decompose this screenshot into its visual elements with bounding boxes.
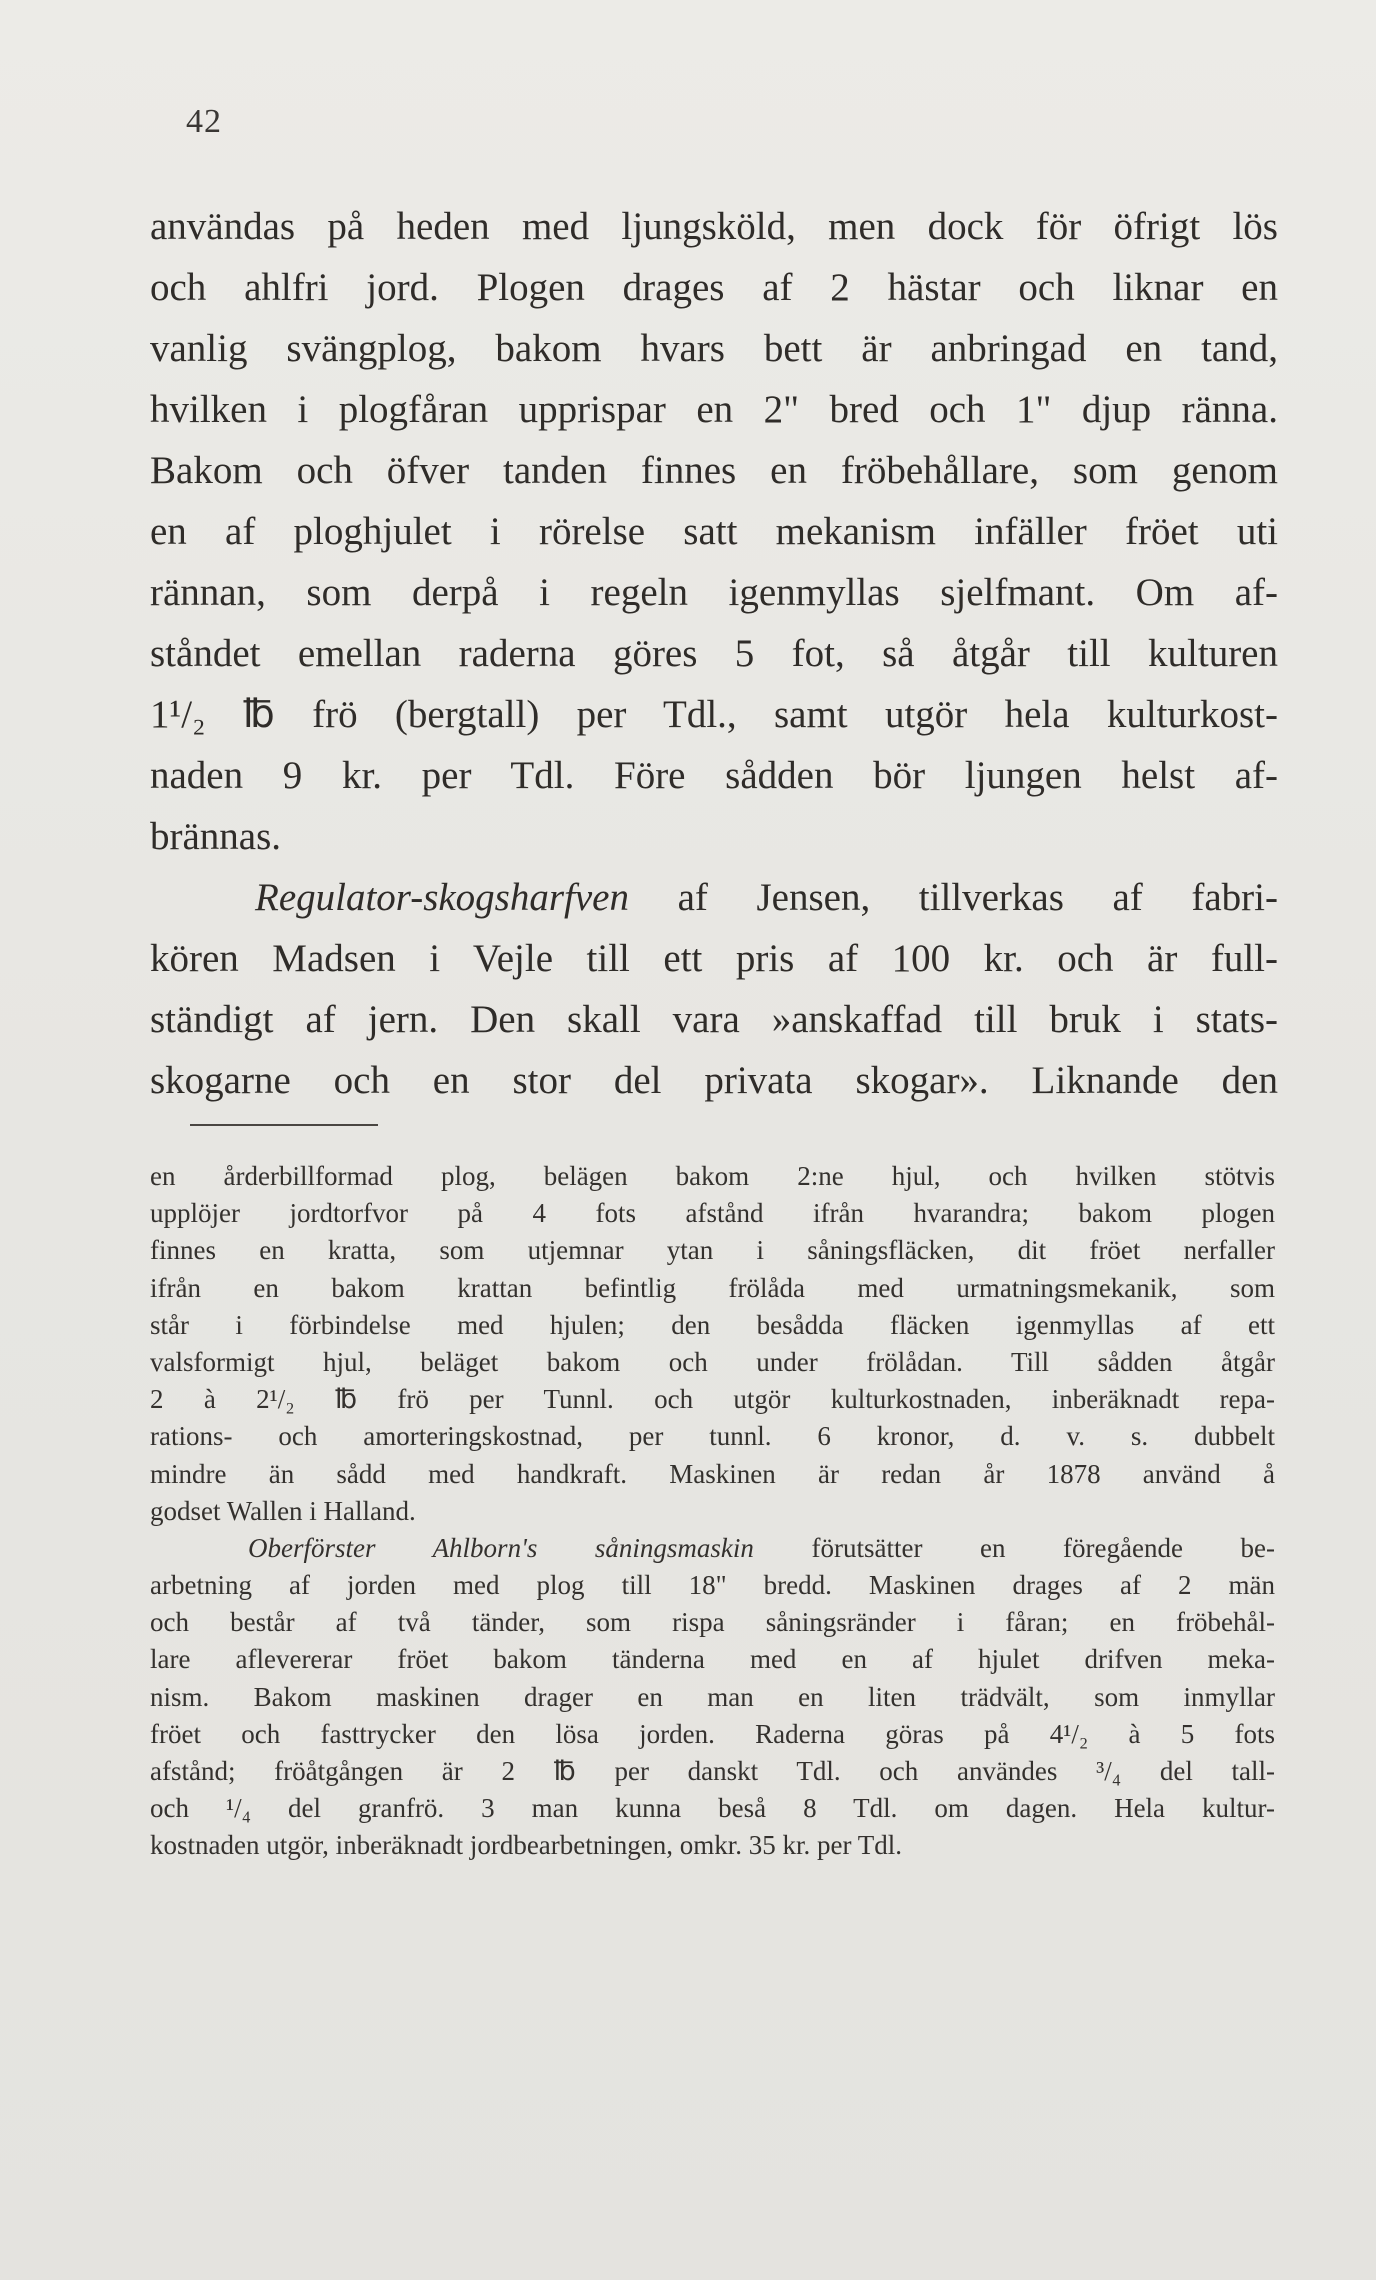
main-line-rest: af Jensen, tillverkas af fabri- [629, 876, 1278, 919]
main-line: rännan, som derpå i regeln igenmyllas sjelfmant. Om af- [150, 571, 1278, 614]
regulator-title: Regulator-skogsharfven [255, 876, 629, 919]
footnote-line: finnes en kratta, som utjemnar ytan i såningsfläcken, dit fröet nerfaller [150, 1235, 1275, 1266]
footnote-line: upplöjer jordtorfvor på 4 fots afstånd ifrån hvarandra; bakom plogen [150, 1198, 1275, 1229]
main-line: 1¹/₂ ℔ frö (bergtall) per Tdl., samt utgör hela kulturkost- [150, 693, 1278, 736]
main-paragraph-2-first-line [150, 867, 1278, 928]
footnote-line: godset Wallen i Halland. [150, 1495, 416, 1526]
main-line: ständigt af jern. Den skall vara »anskaffad till bruk i stats- [150, 998, 1278, 1041]
main-line: ståndet emellan raderna göres 5 fot, så åtgår till kulturen [150, 632, 1278, 675]
main-line: och ahlfri jord. Plogen drages af 2 hästar och liknar en [150, 266, 1278, 309]
main-text-block [150, 196, 1278, 1111]
footnote-line: fröet och fasttrycker den lösa jorden. Raderna göras på 4¹/₂ à 5 fots [150, 1718, 1275, 1749]
footnote-line: valsformigt hjul, beläget bakom och under frölådan. Till sådden åtgår [150, 1346, 1275, 1377]
main-line: brännas. [150, 815, 282, 858]
ahlborn-title: Oberförster Ahlborn's såningsmaskin [248, 1532, 754, 1563]
footnote-line-rest: förutsätter en föregående be- [753, 1532, 1275, 1563]
footnote-paragraph-2-first-line [150, 1530, 1275, 1567]
footnote-divider [190, 1124, 378, 1126]
main-line: användas på heden med ljungsköld, men dock för öfrigt lös [150, 205, 1278, 248]
footnote-line: lare aflevererar fröet bakom tänderna med en af hjulet drifven meka- [150, 1644, 1275, 1675]
main-line: kören Madsen i Vejle till ett pris af 100 kr. och är full- [150, 937, 1278, 980]
footnote-line: afstånd; fröåtgången är 2 ℔ per danskt Tdl. och användes ³/₄ del tall- [150, 1756, 1275, 1786]
footnote-line: ifrån en bakom krattan befintlig frölåda med urmatningsmekanik, som [150, 1272, 1275, 1303]
main-line: Bakom och öfver tanden finnes en fröbehållare, som genom [150, 449, 1278, 492]
footnote-line: rations- och amorteringskostnad, per tunnl. 6 kronor, d. v. s. dubbelt [150, 1421, 1275, 1452]
footnote-line: 2 à 2¹/₂ ℔ frö per Tunnl. och utgör kulturkostnaden, inberäknadt repa- [150, 1384, 1275, 1415]
main-line: naden 9 kr. per Tdl. Före sådden bör ljungen helst af- [150, 754, 1278, 797]
main-line: skogarne och en stor del privata skogar». Liknande den [150, 1059, 1278, 1102]
footnote-line: kostnaden utgör, inberäknadt jordbearbetningen, omkr. 35 kr. per Tdl. [150, 1830, 902, 1861]
footnote-line: en årderbillformad plog, belägen bakom 2:ne hjul, och hvilken stötvis [150, 1161, 1275, 1191]
main-line: vanlig svängplog, bakom hvars bett är anbringad en tand, [150, 327, 1278, 370]
footnote-line: och ¹/₄ del granfrö. 3 man kunna beså 8 Tdl. om dagen. Hela kultur- [150, 1793, 1275, 1824]
footnote-line: nism. Bakom maskinen drager en man en liten trädvält, som inmyllar [150, 1681, 1275, 1712]
footnote-line: mindre än sådd med handkraft. Maskinen är redan år 1878 använd å [150, 1458, 1275, 1489]
footnote-line: arbetning af jorden med plog till 18" bredd. Maskinen drages af 2 män [150, 1570, 1275, 1601]
main-line: en af ploghjulet i rörelse satt mekanism infäller fröet uti [150, 510, 1278, 553]
main-line: hvilken i plogfåran upprispar en 2" bred och 1" djup ränna. [150, 388, 1278, 431]
footnote-line: står i förbindelse med hjulen; den besådda fläcken igenmyllas af ett [150, 1309, 1275, 1340]
footnote-line: och består af två tänder, som rispa såningsränder i fåran; en fröbehål- [150, 1607, 1275, 1638]
page-number: 42 [186, 103, 222, 140]
footnote-block [150, 1158, 1275, 1865]
